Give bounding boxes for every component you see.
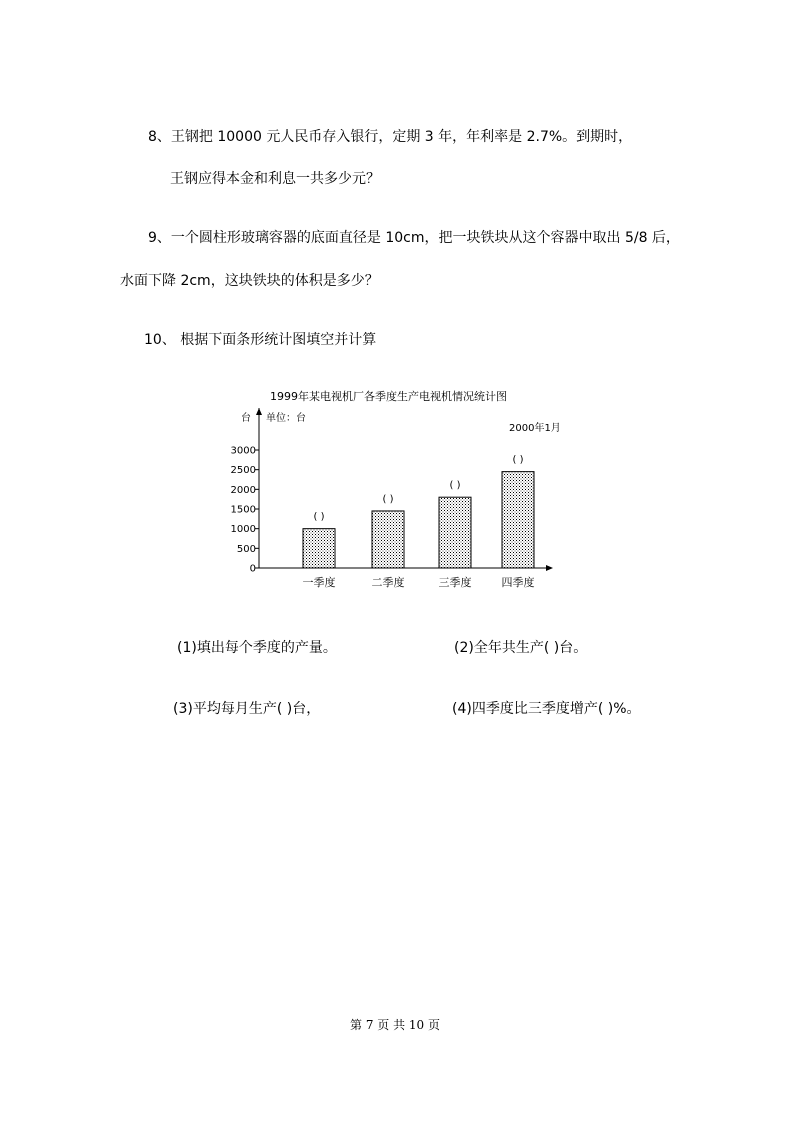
- category-label: 二季度: [371, 576, 405, 589]
- bar-value-label: ( ): [512, 454, 524, 466]
- bar-value-label: ( ): [382, 493, 394, 505]
- q9-line2: 水面下降 2cm，这块铁块的体积是多少？: [120, 273, 379, 289]
- y-axis-label: 台: [241, 413, 251, 424]
- fill-item-1: (1)填出每个季度的产量。: [177, 640, 337, 656]
- category-label: 三季度: [438, 576, 472, 589]
- fill-item-4: (4)四季度比三季度增产( )%。: [452, 701, 641, 717]
- bar: [439, 497, 471, 568]
- q9-line1: 9、一个圆柱形玻璃容器的底面直径是 10cm，把一块铁块从这个容器中取出 5/8 后，: [148, 230, 680, 246]
- bar: [502, 472, 534, 568]
- unit-label: 单位：台: [266, 413, 306, 424]
- q8-line1: 8、王钢把 10000 元人民币存入银行，定期 3 年，年利率是 2.7%。到期时，: [148, 129, 633, 145]
- bar: [303, 529, 335, 568]
- category-label: 四季度: [501, 576, 535, 589]
- date-note: 2000年1月: [509, 423, 561, 434]
- bar-value-label: ( ): [449, 480, 461, 492]
- y-tick-label: 2500: [230, 465, 256, 477]
- bar-value-label: ( ): [313, 511, 325, 523]
- chart-title: 1999年某电视机厂各季度生产电视机情况统计图: [270, 390, 507, 403]
- y-tick-label: 1000: [230, 524, 256, 536]
- fill-item-2: (2)全年共生产( )台。: [454, 640, 588, 656]
- bar: [372, 511, 404, 568]
- q8-line2: 王钢应得本金和利息一共多少元？: [170, 171, 380, 187]
- y-tick-label: 2000: [230, 484, 256, 496]
- fill-item-3: (3)平均每月生产( )台，: [173, 701, 321, 717]
- q10-title: 10、 根据下面条形统计图填空并计算: [144, 332, 377, 348]
- category-label: 一季度: [302, 576, 336, 589]
- y-tick-label: 0: [249, 563, 256, 575]
- page-footer: 第 7 页 共 10 页: [350, 1018, 440, 1032]
- y-tick-label: 500: [236, 543, 256, 555]
- y-tick-label: 3000: [230, 445, 256, 457]
- y-tick-label: 1500: [230, 504, 256, 516]
- x-axis-arrow: [546, 565, 553, 571]
- y-axis-arrow: [256, 408, 262, 415]
